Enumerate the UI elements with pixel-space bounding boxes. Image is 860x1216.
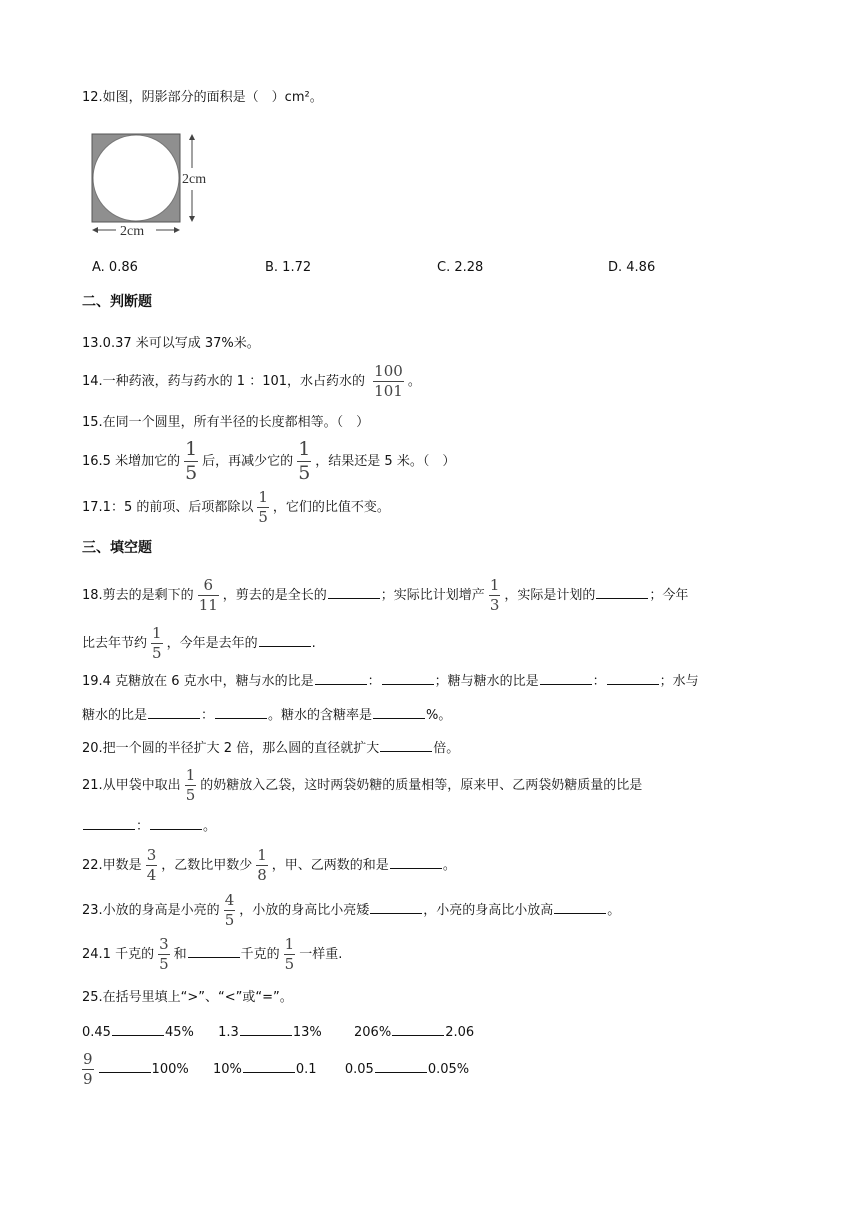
option-b: B. 1.72	[265, 260, 312, 275]
question-12	[82, 88, 323, 108]
fraction	[284, 937, 296, 972]
answer-blank[interactable]	[240, 1021, 292, 1036]
numerator: 3	[146, 846, 157, 864]
denominator: 9	[83, 1070, 93, 1088]
numerator: 1	[489, 576, 500, 594]
q22-text-e: 。	[442, 858, 456, 873]
fraction	[158, 937, 170, 972]
q24-text-e: 一样重.	[299, 947, 343, 962]
compare-left: 10%	[213, 1062, 242, 1077]
compare-right: 0.05%	[427, 1062, 470, 1077]
answer-blank[interactable]	[328, 584, 380, 599]
bottom-length-label: 2cm	[120, 224, 145, 238]
q18-text-e: ，实际是计划的	[504, 588, 596, 603]
fraction	[489, 578, 501, 613]
question-22	[82, 848, 456, 883]
denominator: 5	[298, 462, 311, 484]
answer-blank[interactable]	[390, 854, 442, 869]
question-19-line-1	[82, 670, 699, 692]
denominator: 5	[185, 462, 198, 484]
denominator: 5	[224, 911, 235, 929]
numerator: 1	[152, 624, 162, 642]
q24-text-c: 千克的	[240, 947, 280, 962]
answer-blank[interactable]	[188, 943, 240, 958]
section-2-title: 二、判断题	[82, 294, 152, 310]
q24-text-b: 和	[173, 947, 187, 962]
q23-text-c: ，小亮的身高比小放高	[423, 903, 554, 918]
compare-left: 0.45	[82, 1025, 111, 1040]
answer-blank[interactable]	[83, 815, 135, 830]
arrow-right-icon	[174, 227, 180, 233]
denominator: 4	[146, 866, 157, 884]
q16-text-a: 16.5 米增加它的	[82, 454, 181, 469]
fraction	[82, 1052, 94, 1087]
option-d: D. 4.86	[608, 260, 656, 275]
answer-blank[interactable]	[596, 584, 648, 599]
arrow-down-icon	[189, 216, 195, 222]
compare-right: 100%	[151, 1062, 189, 1077]
answer-blank[interactable]	[315, 670, 367, 685]
numerator: 3	[159, 935, 169, 953]
compare-left: 206%	[354, 1025, 392, 1040]
q16-text-b: 后，再减少它的	[202, 454, 294, 469]
colon: ：	[136, 819, 150, 834]
question-13: 13.0.37 米可以写成 37%米。	[82, 336, 260, 351]
q18-text-c: ；实际比计划增产	[380, 588, 485, 603]
compare-left: 1.3	[218, 1025, 239, 1040]
q20-text-b: 倍。	[433, 741, 460, 756]
denominator: 3	[489, 596, 500, 614]
q18-text-f: ；今年	[649, 588, 689, 603]
answer-blank[interactable]	[243, 1058, 295, 1073]
inscribed-circle	[93, 135, 179, 221]
q19-text-b: ；糖与糖水的比是	[434, 674, 539, 689]
question-23	[82, 893, 620, 928]
q18-text-g: 比去年节约	[82, 636, 148, 651]
numerator: 6	[203, 576, 213, 594]
numerator: 1	[185, 766, 196, 784]
answer-blank[interactable]	[373, 704, 425, 719]
question-17	[82, 490, 390, 525]
question-18-line-2	[82, 626, 316, 661]
question-18-line-1	[82, 578, 688, 614]
numerator: 1	[257, 846, 267, 864]
denominator: 5	[258, 508, 268, 526]
compare-left: 0.05	[344, 1062, 374, 1077]
q22-text-b: ，乙数比甲数少	[161, 858, 253, 873]
denominator: 5	[152, 644, 162, 662]
compare-right: 2.06	[445, 1025, 475, 1040]
colon: ：	[367, 674, 381, 689]
q21-text-a: 21.从甲袋中取出	[82, 778, 181, 793]
q18-text-a: 18.剪去的是剩下的	[82, 588, 194, 603]
numerator: 1	[258, 488, 268, 506]
q19-text-c: ；水与	[659, 674, 699, 689]
numerator: 9	[83, 1050, 93, 1068]
fraction	[297, 440, 311, 483]
answer-blank[interactable]	[380, 737, 432, 752]
fraction	[151, 626, 163, 661]
numerator: 100	[374, 362, 403, 380]
numerator: 1	[298, 438, 311, 460]
question-25: 25.在括号里填上“>”、“<”或“=”。	[82, 990, 293, 1005]
q19-text-a: 19.4 克糖放在 6 克水中，糖与水的比是	[82, 674, 314, 689]
side-length-label: 2cm	[182, 172, 207, 187]
answer-blank[interactable]	[150, 815, 202, 830]
numerator: 4	[224, 891, 235, 909]
arrow-up-icon	[189, 134, 195, 140]
answer-blank[interactable]	[554, 899, 606, 914]
q14-text-a: 14.一种药液，药与药水的 1 ：101，水占药水的	[82, 374, 366, 389]
answer-blank[interactable]	[99, 1058, 151, 1073]
fraction	[373, 364, 404, 399]
answer-blank[interactable]	[148, 704, 200, 719]
q18-text-i: .	[311, 636, 316, 651]
fraction	[257, 490, 269, 525]
q14-text-b: 。	[407, 374, 421, 389]
denominator: 5	[185, 786, 196, 804]
question-15: 15.在同一个圆里，所有半径的长度都相等。（ ）	[82, 415, 370, 430]
q19-text-e: 。糖水的含糖率是	[268, 708, 373, 723]
answer-blank[interactable]	[607, 670, 659, 685]
question-16	[82, 440, 455, 483]
fraction	[184, 440, 198, 483]
arrow-left-icon	[92, 227, 98, 233]
q23-text-b: ，小放的身高比小亮矮	[239, 903, 370, 918]
answer-blank[interactable]	[540, 670, 592, 685]
fraction	[146, 848, 158, 883]
section-3-title: 三、填空题	[82, 540, 152, 556]
q18-text-b: ，剪去的是全长的	[222, 588, 327, 603]
answer-blank[interactable]	[375, 1058, 427, 1073]
q19-text-f: %。	[426, 708, 452, 723]
compare-right: 45%	[164, 1025, 194, 1040]
answer-blank[interactable]	[112, 1021, 164, 1036]
fraction	[256, 848, 268, 883]
answer-blank[interactable]	[259, 632, 311, 647]
denominator: 5	[284, 955, 295, 973]
answer-blank[interactable]	[382, 670, 434, 685]
q21-text-c: 。	[203, 819, 217, 834]
option-a: A. 0.86	[92, 260, 138, 275]
question-14	[82, 364, 421, 399]
q18-text-h: ，今年是去年的	[166, 636, 258, 651]
colon: ：	[201, 708, 215, 723]
answer-blank[interactable]	[215, 704, 267, 719]
denominator: 5	[159, 955, 169, 973]
question-24	[82, 937, 342, 972]
compare-right: 0.1	[295, 1062, 317, 1077]
option-c: C. 2.28	[437, 260, 484, 275]
question-25-row-2	[82, 1052, 469, 1087]
question-20	[82, 737, 459, 759]
q19-text-d: 糖水的比是	[82, 708, 148, 723]
shaded-square-circle-figure	[86, 130, 226, 238]
compare-right: 13%	[292, 1025, 322, 1040]
question-25-row-1	[82, 1021, 474, 1043]
numerator: 1	[185, 438, 198, 460]
answer-blank[interactable]	[370, 899, 422, 914]
q22-text-a: 22.甲数是	[82, 858, 142, 873]
q23-text-a: 23.小放的身高是小亮的	[82, 903, 220, 918]
denominator: 8	[257, 866, 267, 884]
question-21-line-1	[82, 768, 642, 804]
question-19-line-2	[82, 704, 451, 726]
q24-text-a: 24.1 千克的	[82, 947, 155, 962]
answer-blank[interactable]	[392, 1021, 444, 1036]
q17-text-a: 17.1：5 的前项、后项都除以	[82, 500, 254, 515]
q23-text-e: 。	[607, 903, 621, 918]
q16-text-c: ，结果还是 5 米。（ ）	[315, 454, 456, 469]
q21-text-b: 的奶糖放入乙袋，这时两袋奶糖的质量相等，原来甲、乙两袋奶糖质量的比是	[200, 778, 643, 793]
denominator: 101	[374, 382, 403, 400]
numerator: 1	[284, 935, 295, 953]
q17-text-b: ，它们的比值不变。	[272, 500, 390, 515]
q22-text-c: ，甲、乙两数的和是	[271, 858, 389, 873]
fraction	[198, 578, 219, 613]
question-12-text: 12.如图，阴影部分的面积是（ ）cm²。	[82, 90, 323, 105]
fraction	[224, 893, 236, 928]
fraction	[185, 768, 197, 803]
q20-text-a: 20.把一个圆的半径扩大 2 倍，那么圆的直径就扩大	[82, 741, 380, 756]
denominator: 11	[198, 596, 218, 614]
colon: ：	[592, 674, 606, 689]
question-21-line-2	[82, 815, 216, 837]
